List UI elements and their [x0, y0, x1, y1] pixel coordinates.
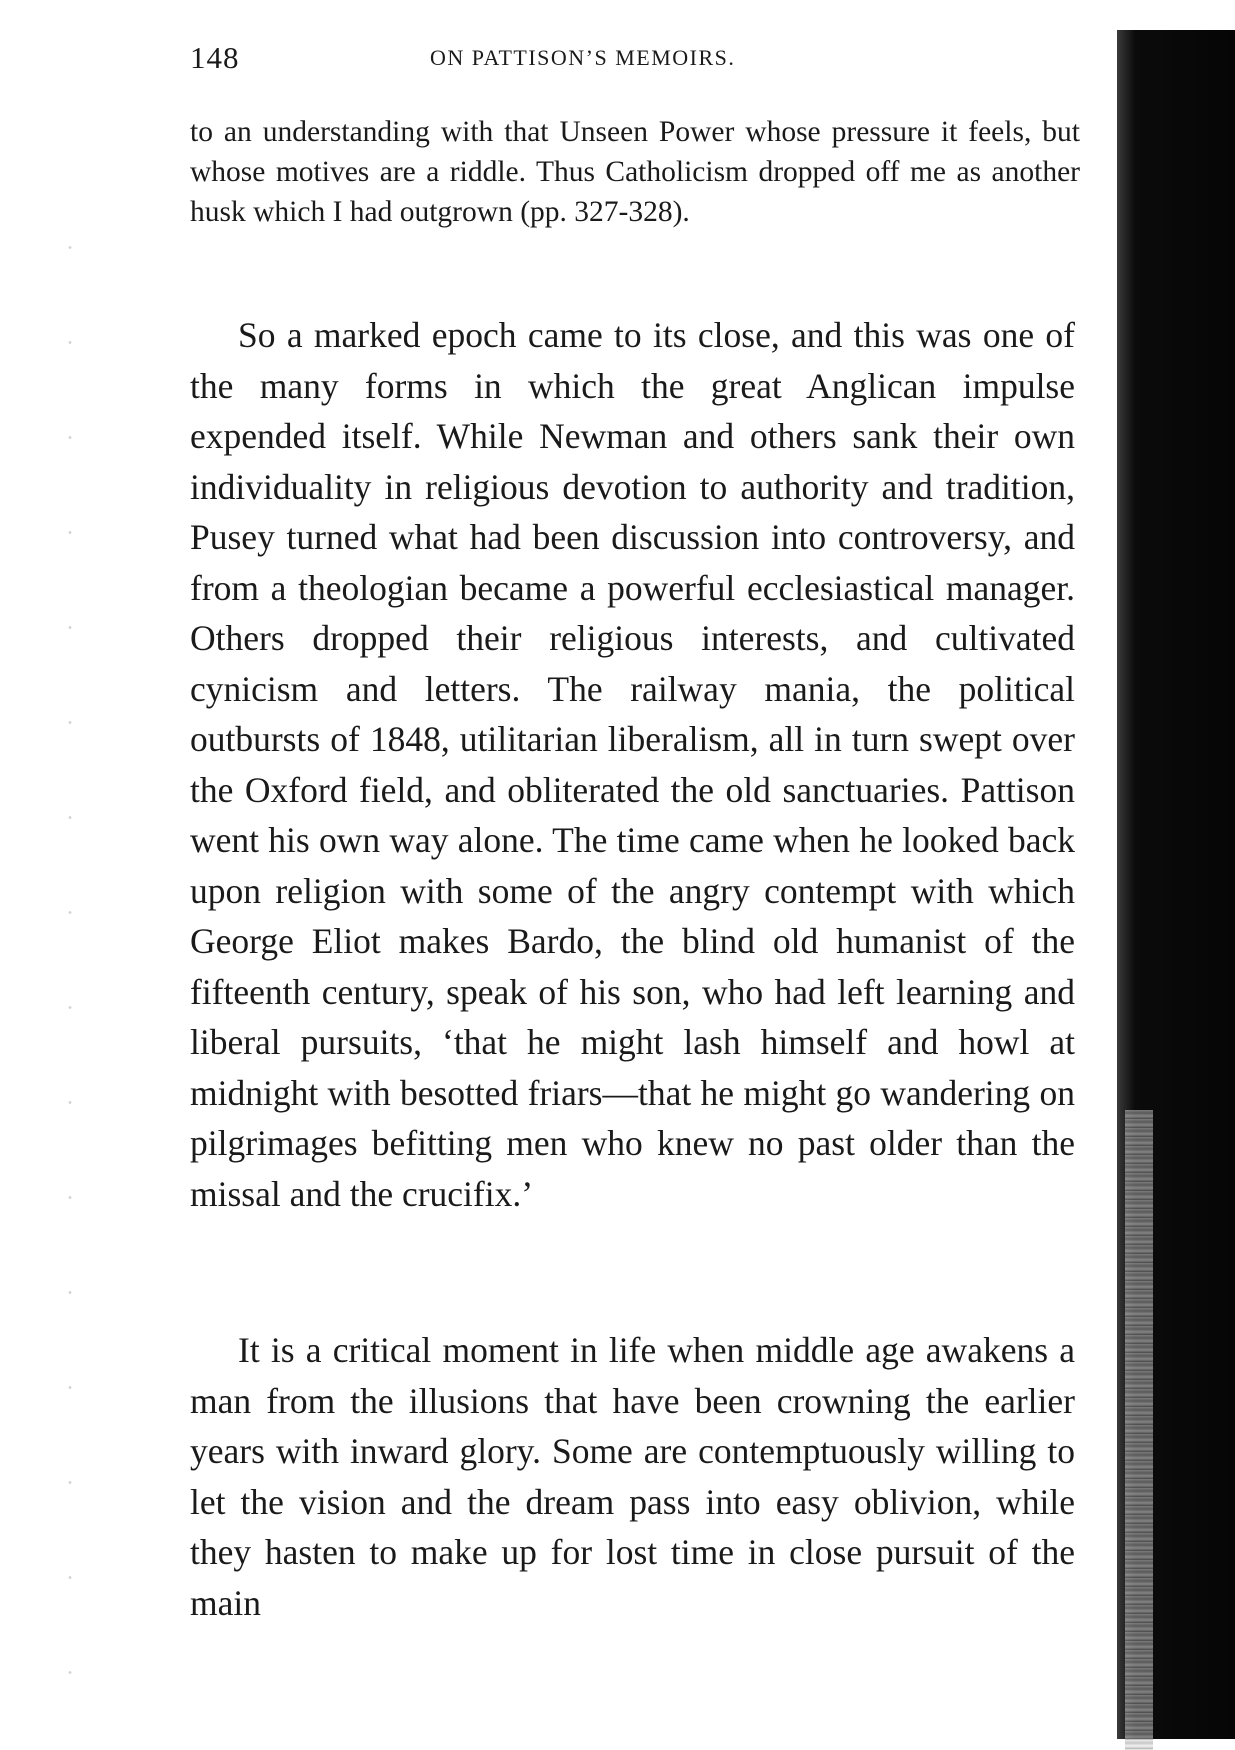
paragraph: So a marked epoch came to its close, and this was one of the many forms in which the great Anglican impulse expended itself. While Newman and others sank their own individuality in religious devotion to authority and tradition, Pusey turned what had been discussion into controversy, and from a theologian became a powerful ecclesiastical manager. Others dropped their religious interests, and cultivated cynicism and letters. The railway mania, the political outbursts of 1848, utilitarian liberalism, all in turn swept over the Oxford field, and obliterated the old sanctuaries. Pattison went his own way alone. The time came when he looked back upon religion with some of the angry contempt with which George Eliot makes Bardo, the blind old humanist of the fifteenth century, speak of his son, who had left learning and liberal pursuits, ‘that he might lash himself and howl at midnight with besotted friars—that he might go wandering on pilgrimages befitting men who knew no past older than the missal and the crucifix.’ — [190, 315, 1075, 1214]
page-header — [190, 40, 1080, 80]
block-quote: to an understanding with that Unseen Power whose pressure it feels, but whose motives are a riddle. Thus Catholicism dropped off me as another husk which I had outgrown (pp. 327-328). — [190, 116, 1080, 228]
scan-margin-specks — [40, 200, 120, 1700]
paragraph: It is a critical moment in life when middle age awakens a man from the illusions that have been crowning the earlier years with inward glory. Some are contemptuously willing to let the vision and the dream pass into easy oblivion, while they hasten to make up for lost time in close pursuit of the main — [190, 1330, 1075, 1623]
scan-dark-edge — [1117, 30, 1235, 1739]
page-number: 148 — [190, 40, 240, 75]
running-head: ON PATTISON’S MEMOIRS. — [430, 45, 736, 70]
scan-edge-speckle — [1125, 1110, 1153, 1750]
